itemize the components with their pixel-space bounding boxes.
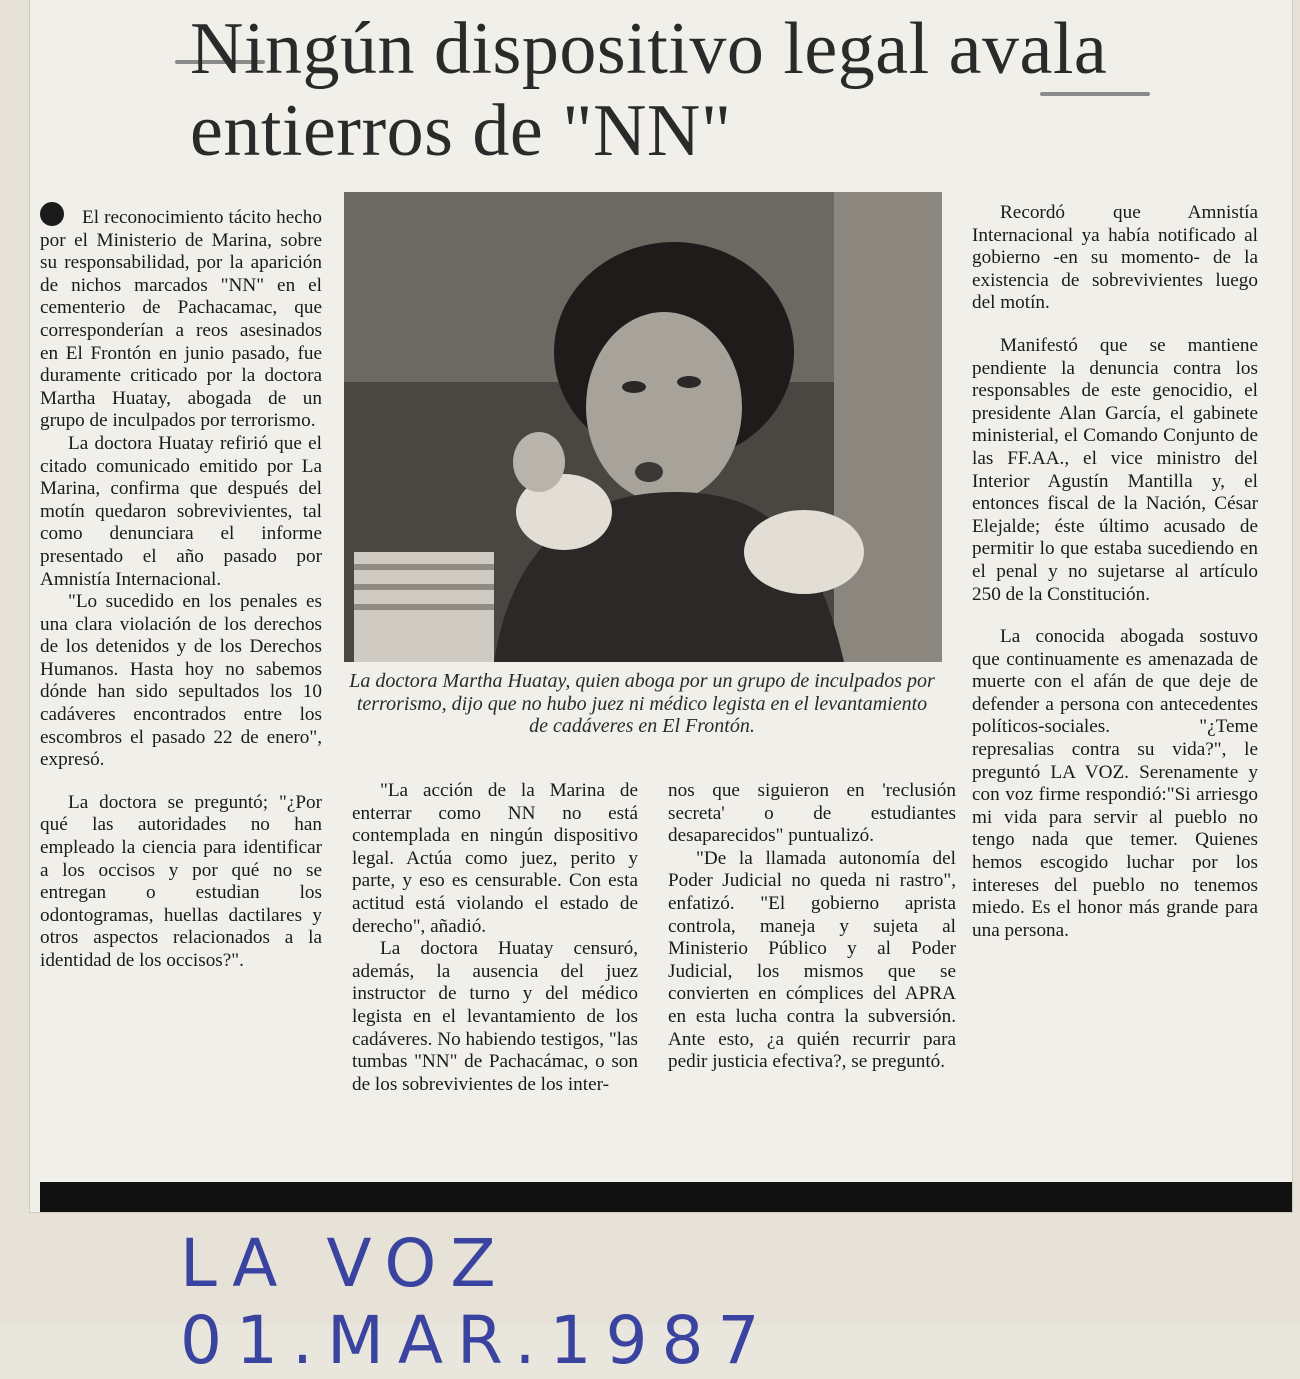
photo-caption: La doctora Martha Huatay, quien aboga por un grupo de inculpados por terrorismo, dijo que no hubo juez ni médico legista en el levantamiento de cadáveres en El Frontón. bbox=[349, 670, 935, 738]
column-1 bbox=[40, 202, 322, 973]
headline: Ningún dispositivo legal avala entierros de "NN" bbox=[190, 8, 1108, 172]
column-3 bbox=[668, 780, 956, 1074]
bottom-rule bbox=[40, 1182, 1292, 1212]
paragraph-text: El reconocimiento tácito hecho por el Ministerio de Marina, sobre su responsabilidad, por la aparición de nichos marcados "NN" en el cementerio de Pachacamac, que corresponderían a reos asesinados en El Frontón en junio pasado, fue duramente criticado por la doctora Martha Huatay, abogada de un grupo de inculpados por terrorismo. bbox=[40, 207, 322, 432]
paragraph: nos que siguieron en 'reclusión secreta' o de estudiantes desaparecidos" puntualizó. bbox=[668, 780, 956, 847]
bullet-icon bbox=[40, 202, 64, 226]
paragraph: La doctora Huatay censuró, además, la ausencia del juez instructor de turno y del médico legista en el levantamiento de los cadáveres. No habiendo testigos, "las tumbas "NN" de Pachacámac, o son de los sobrevivientes de los inter- bbox=[352, 938, 638, 1095]
photo-illustration bbox=[344, 192, 942, 662]
photo bbox=[344, 192, 942, 662]
column-2 bbox=[352, 780, 638, 1096]
paragraph: "De la llamada autonomía del Poder Judicial no queda ni rastro", enfatizó. "El gobierno aprista controla, maneja y sujeta al Ministerio Público y al Poder Judicial, los mismos que se convierten en cómplices del APRA en esta lucha contra la subversión. Ante esto, ¿a quién recurrir para pedir justicia efectiva?, se preguntó. bbox=[668, 847, 956, 1073]
paragraph: "La acción de la Marina de enterrar como NN no está contemplada en ningún dispositivo legal. Actúa como juez, perito y parte, y eso es censurable. Con esta actitud está violando el estado de derecho", añadió. bbox=[352, 780, 638, 937]
paragraph: "Lo sucedido en los penales es una clara violación de los derechos de los detenidos y de los Derechos Humanos. Hasta hoy no sabemos dónde han sido sepultados los 10 cadáveres encontrados entre los escombros el pasado 22 de enero", expresó. bbox=[40, 591, 322, 771]
paragraph: La doctora Huatay refirió que el citado comunicado emitido por La Marina, confirma que después del motín quedaron sobrevivientes, tal como denunciara el informe presentado el año pasado por Amnistía Internacional. bbox=[40, 432, 322, 590]
column-4 bbox=[972, 202, 1258, 942]
paragraph: La doctora se preguntó; "¿Por qué las autoridades no han empleado la ciencia para identificar a los occisos y por qué no se entregan o estudian los odontogramas, huellas dactilares y otros aspectos relacionados a la identidad de los occisos?". bbox=[40, 791, 322, 971]
paragraph bbox=[40, 202, 322, 433]
paragraph: La conocida abogada sostuvo que continuamente es amenazada de muerte con el afán de que deje de defender a persona con antecedentes políticos-sociales. "¿Teme represalias contra su vida?", le preguntó LA VOZ. Serenamente y con voz firme respondió:"Si arriesgo mi vida para servir al pueblo no tengo nada que temer. Quienes hemos escogido luchar por los intereses del pueblo no tenemos miedo. Es el honor más grande para una persona. bbox=[972, 626, 1258, 941]
paragraph: Manifestó que se mantiene pendiente la denuncia contra los responsables de este genocidio, el presidente Alan García, el gabinete ministerial, el Comando Conjunto de las FF.AA., el vice ministro del Interior Agustín Mantilla y, el entonces fiscal de la Nación, César Elejalde; éste último acusado de permitir lo que estaba sucediendo en el penal y no sujetarse al artículo 250 de la Constitución. bbox=[972, 334, 1258, 605]
paragraph: Recordó que Amnistía Internacional ya había notificado al gobierno -en su momento- de la existencia de sobrevivientes luego del motín. bbox=[972, 202, 1258, 314]
handwritten-source-date: LA VOZ 01.MAR.1987 bbox=[180, 1225, 774, 1379]
